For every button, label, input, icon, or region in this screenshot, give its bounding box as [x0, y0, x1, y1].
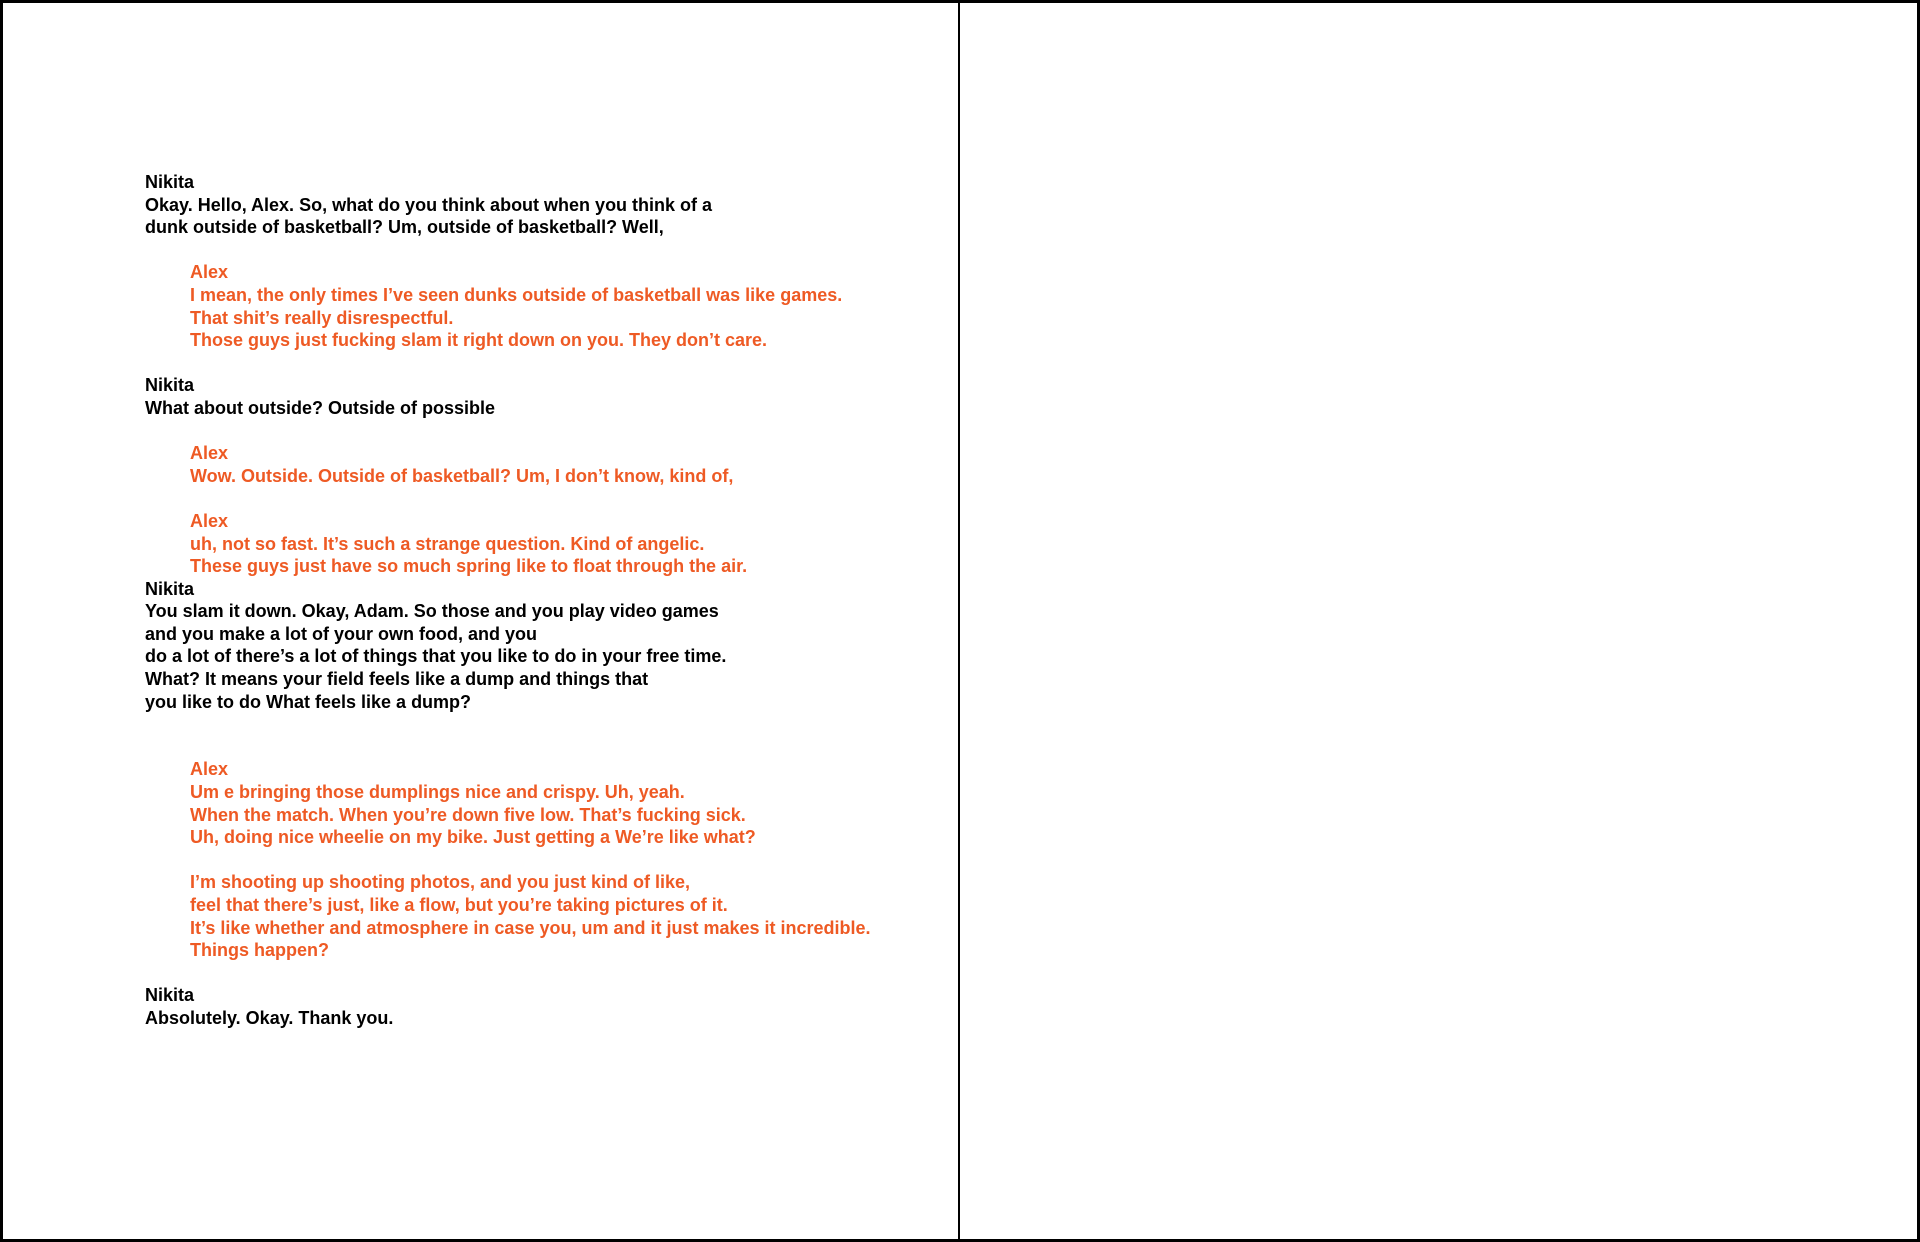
dialogue-block-nikita — [145, 374, 945, 419]
speaker-name: Nikita — [145, 578, 195, 599]
dialogue-line: do a lot of there’s a lot of things that you like to do in your free time. — [145, 646, 727, 667]
dialogue-line: Um e bringing those dumplings nice and crispy. Uh, yeah. — [190, 782, 685, 803]
speaker-name: Alex — [190, 443, 229, 464]
dialogue-line: you like to do What feels like a dump? — [145, 691, 472, 712]
dialogue-line: I mean, the only times I’ve seen dunks outside of basketball was like games. — [190, 284, 843, 305]
dialogue-block-alex — [145, 510, 945, 578]
dialogue-line: Absolutely. Okay. Thank you. — [145, 1007, 394, 1028]
dialogue-block-alex — [145, 261, 945, 351]
dialogue-block-nikita — [145, 984, 945, 1029]
speaker-name: Nikita — [145, 172, 195, 192]
speaker-name: Nikita — [145, 985, 195, 1006]
dialogue-line: uh, not so fast. It’s such a strange question. Kind of angelic. — [190, 533, 705, 554]
dialogue-line: Wow. Outside. Outside of basketball? Um, I don’t know, kind of, — [190, 465, 734, 486]
dialogue-block-alex — [145, 758, 945, 848]
speaker-name: Alex — [190, 510, 229, 531]
dialogue-line: What? It means your field feels like a dump and things that — [145, 669, 649, 690]
dialogue-line: Okay. Hello, Alex. So, what do you think about when you think of a — [145, 194, 713, 215]
dialogue-line: That shit’s really disrespectful. — [190, 307, 454, 328]
dialogue-line: Uh, doing nice wheelie on my bike. Just getting a We’re like what? — [190, 827, 756, 848]
dialogue-block-alex-continued — [145, 871, 945, 961]
left-page — [3, 3, 960, 1239]
dialogue-line: What about outside? Outside of possible — [145, 397, 495, 418]
dialogue-block-alex — [145, 442, 945, 487]
transcript — [145, 171, 945, 1030]
dialogue-line: You slam it down. Okay, Adam. So those and you play video games — [145, 601, 719, 622]
dialogue-block-nikita — [145, 578, 945, 714]
dialogue-line: dunk outside of basketball? Um, outside of basketball? Well, — [145, 217, 664, 238]
speaker-name: Alex — [190, 262, 229, 283]
dialogue-line: Those guys just fucking slam it right down on you. They don’t care. — [190, 330, 768, 351]
dialogue-line: It’s like whether and atmosphere in case you, um and it just makes it incredible. — [190, 917, 871, 938]
right-page — [960, 3, 1917, 1239]
speaker-name: Alex — [190, 759, 229, 780]
dialogue-line: and you make a lot of your own food, and you — [145, 623, 538, 644]
dialogue-block-nikita — [145, 171, 945, 239]
dialogue-line: Things happen? — [190, 940, 329, 961]
dialogue-line: These guys just have so much spring like to float through the air. — [190, 556, 748, 577]
dialogue-line: feel that there’s just, like a flow, but you’re taking pictures of it. — [190, 895, 728, 915]
dialogue-line: I’m shooting up shooting photos, and you just kind of like, — [190, 872, 690, 893]
dialogue-line: When the match. When you’re down five low. That’s fucking sick. — [190, 804, 746, 825]
speaker-name: Nikita — [145, 375, 195, 396]
